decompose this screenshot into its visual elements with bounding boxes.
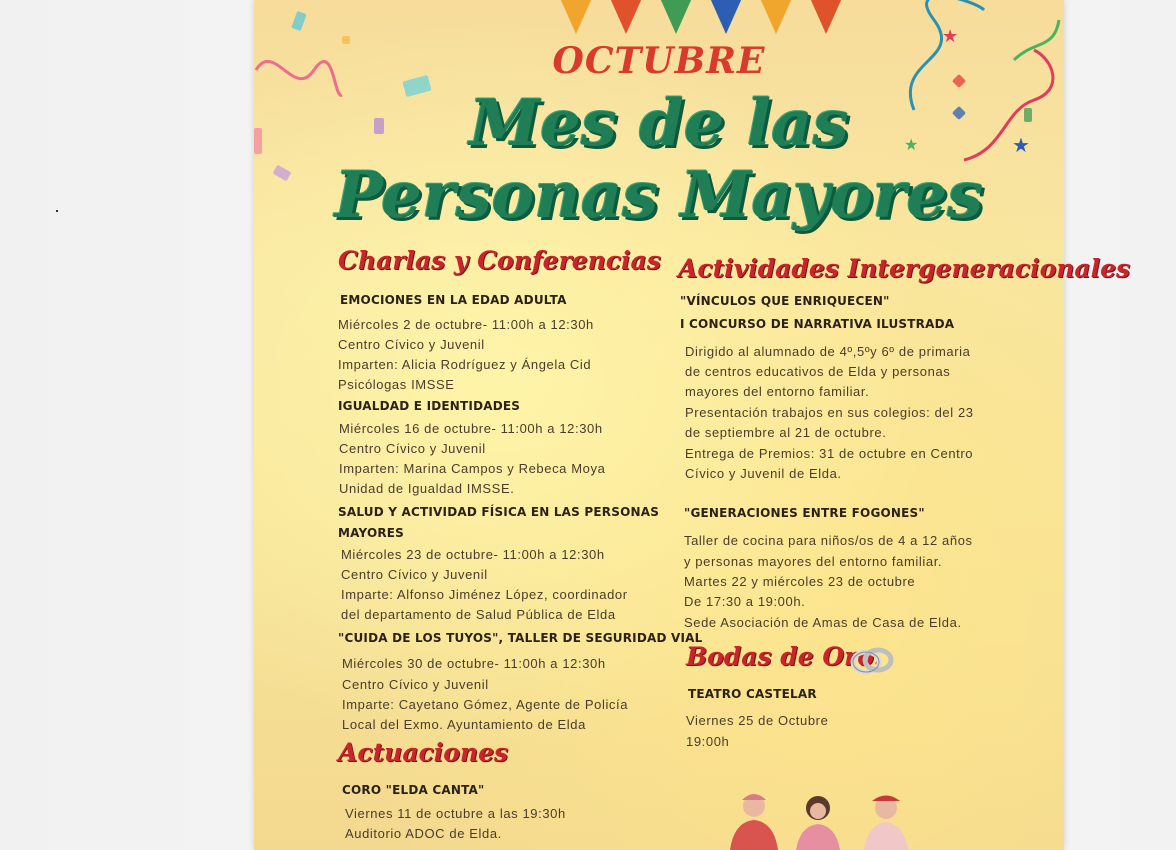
charlas-heading: Charlas y Conferencias xyxy=(338,246,661,275)
event-line: Presentación trabajos en sus colegios: del 23 xyxy=(685,405,974,420)
event-line: Centro Cívico y Juvenil xyxy=(338,337,485,352)
event-title: MAYORES xyxy=(338,526,405,540)
event-line: Taller de cocina para niños/os de 4 a 12 años xyxy=(684,533,973,548)
wedding-rings-icon xyxy=(848,644,896,678)
event-line: de centros educativos de Elda y personas xyxy=(685,364,951,379)
event-line: 19:00h xyxy=(686,734,730,749)
month-label: OCTUBRE xyxy=(552,40,766,82)
event-line: Unidad de Igualdad IMSSE. xyxy=(339,481,515,496)
event-title: TEATRO CASTELAR xyxy=(688,687,817,701)
poster-title-line1: Mes de las xyxy=(469,86,849,161)
actuaciones-heading: Actuaciones xyxy=(338,738,509,767)
svg-text:★: ★ xyxy=(904,135,919,154)
event-line: Miércoles 30 de octubre- 11:00h a 12:30h xyxy=(342,656,606,671)
event-line: Imparten: Alicia Rodríguez y Ángela Cid xyxy=(338,357,592,372)
event-line: Auditorio ADOC de Elda. xyxy=(345,826,502,841)
event-line: Entrega de Premios: 31 de octubre en Centro xyxy=(685,446,974,461)
intergeneracionales-heading: Actividades Intergeneracionales xyxy=(678,254,1131,283)
event-line: Miércoles 23 de octubre- 11:00h a 12:30h xyxy=(341,547,605,562)
event-title: "GENERACIONES ENTRE FOGONES" xyxy=(684,506,925,520)
event-line: del departamento de Salud Pública de Elda xyxy=(341,607,616,622)
speck-mark xyxy=(56,210,58,212)
event-line: Martes 22 y miércoles 23 de octubre xyxy=(684,574,916,589)
event-line: Centro Cívico y Juvenil xyxy=(339,441,486,456)
poster-title-line2: Personas Mayores xyxy=(334,158,984,233)
bodas-de-oro-heading: Bodas de Oro. xyxy=(686,642,883,671)
event-line: Miércoles 16 de octubre- 11:00h a 12:30h xyxy=(339,421,603,436)
event-title: EMOCIONES EN LA EDAD ADULTA xyxy=(340,293,567,307)
event-line: Imparten: Marina Campos y Rebeca Moya xyxy=(339,461,606,476)
event-title: "VÍNCULOS QUE ENRIQUECEN" xyxy=(680,294,890,308)
event-line: de septiembre al 21 de octubre. xyxy=(685,425,887,440)
event-line: mayores del entorno familiar. xyxy=(685,384,870,399)
event-title: IGUALDAD E IDENTIDADES xyxy=(338,399,521,413)
event-line: Miércoles 2 de octubre- 11:00h a 12:30h xyxy=(338,317,594,332)
event-line: y personas mayores del entorno familiar. xyxy=(684,554,943,569)
event-line: Cívico y Juvenil de Elda. xyxy=(685,466,842,481)
event-line: Viernes 25 de Octubre xyxy=(686,713,829,728)
event-line: Sede Asociación de Amas de Casa de Elda. xyxy=(684,615,962,630)
event-line: Imparte: Cayetano Gómez, Agente de Policía xyxy=(342,697,629,712)
event-title: "CUIDA DE LOS TUYOS", TALLER DE SEGURIDAD VIAL xyxy=(338,631,703,645)
svg-text:★: ★ xyxy=(1012,133,1030,157)
event-line: Psicólogas IMSSE xyxy=(338,377,455,392)
event-title: I CONCURSO DE NARRATIVA ILUSTRADA xyxy=(680,317,955,331)
event-line: Centro Cívico y Juvenil xyxy=(341,567,488,582)
elderly-people-illustration xyxy=(720,786,920,850)
event-poster xyxy=(254,0,1131,850)
event-title: SALUD Y ACTIVIDAD FÍSICA EN LAS PERSONAS xyxy=(338,505,660,519)
svg-text:★: ★ xyxy=(942,26,959,47)
event-line: Dirigido al alumnado de 4º,5ºy 6º de primaria xyxy=(685,344,971,359)
event-line: De 17:30 a 19:00h. xyxy=(684,594,806,609)
event-line: Imparte: Alfonso Jiménez López, coordinador xyxy=(341,587,628,602)
event-title: CORO "ELDA CANTA" xyxy=(342,783,485,797)
event-line: Viernes 11 de octubre a las 19:30h xyxy=(345,806,566,821)
event-line: Local del Exmo. Ayuntamiento de Elda xyxy=(342,717,586,732)
event-line: Centro Cívico y Juvenil xyxy=(342,677,489,692)
